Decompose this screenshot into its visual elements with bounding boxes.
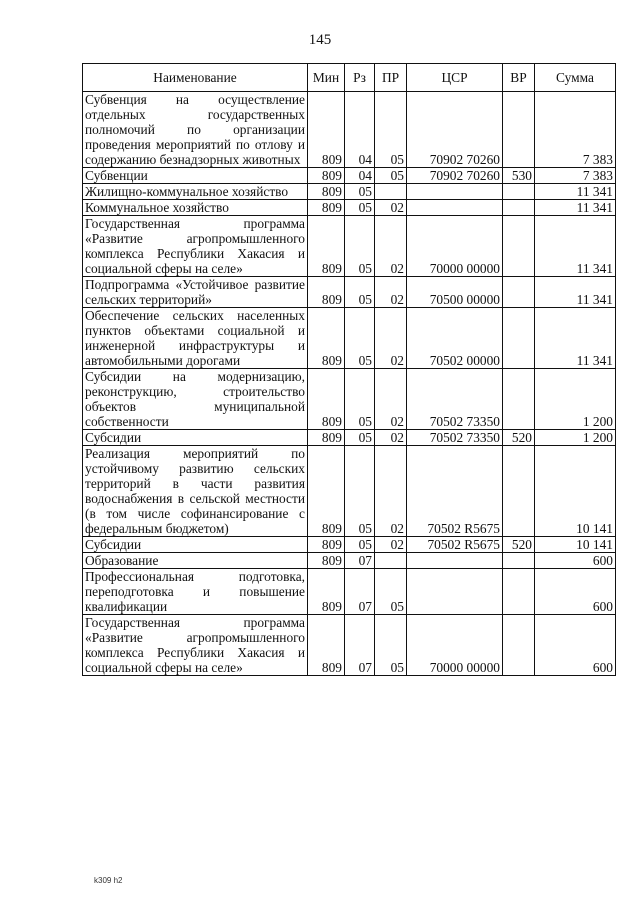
cell-pr: 02 — [375, 200, 407, 216]
cell-pr: 02 — [375, 308, 407, 369]
cell-vr — [503, 92, 535, 168]
cell-csr: 70502 R5675 — [407, 537, 503, 553]
cell-pr: 05 — [375, 569, 407, 615]
cell-name: Государственная программа «Развитие агропромышленного комплекса Республики Хакасия и социальной сферы на селе» — [83, 216, 308, 277]
header-pr: ПР — [375, 64, 407, 92]
cell-sum: 11 341 — [535, 216, 616, 277]
cell-rz: 07 — [345, 569, 375, 615]
header-min: Мин — [308, 64, 345, 92]
cell-vr — [503, 569, 535, 615]
cell-pr: 02 — [375, 216, 407, 277]
cell-vr — [503, 446, 535, 537]
cell-sum: 600 — [535, 553, 616, 569]
table-row — [83, 369, 616, 430]
cell-rz: 05 — [345, 430, 375, 446]
cell-rz: 05 — [345, 369, 375, 430]
cell-csr — [407, 569, 503, 615]
table-body — [83, 92, 616, 676]
cell-name: Обеспечение сельских населенных пунктов объектами социальной и инженерной инфраструктуры и автомобильными дорогами — [83, 308, 308, 369]
cell-rz: 05 — [345, 200, 375, 216]
cell-min: 809 — [308, 277, 345, 308]
cell-csr — [407, 553, 503, 569]
cell-pr: 05 — [375, 168, 407, 184]
footer-code: k309 h2 — [94, 876, 123, 885]
table-row — [83, 216, 616, 277]
cell-sum: 11 341 — [535, 200, 616, 216]
cell-sum: 600 — [535, 615, 616, 676]
table-row — [83, 92, 616, 168]
cell-min: 809 — [308, 446, 345, 537]
header-row — [83, 64, 616, 92]
table-row — [83, 569, 616, 615]
cell-min: 809 — [308, 184, 345, 200]
cell-name: Субвенции — [83, 168, 308, 184]
cell-rz: 05 — [345, 308, 375, 369]
cell-sum: 10 141 — [535, 446, 616, 537]
cell-rz: 05 — [345, 277, 375, 308]
cell-min: 809 — [308, 92, 345, 168]
table-row — [83, 277, 616, 308]
cell-sum: 11 341 — [535, 184, 616, 200]
cell-rz: 05 — [345, 184, 375, 200]
cell-min: 809 — [308, 308, 345, 369]
cell-vr — [503, 200, 535, 216]
cell-sum: 7 383 — [535, 168, 616, 184]
cell-rz: 07 — [345, 615, 375, 676]
cell-vr: 520 — [503, 537, 535, 553]
cell-csr: 70000 00000 — [407, 615, 503, 676]
cell-csr — [407, 200, 503, 216]
cell-name: Субсидии — [83, 537, 308, 553]
cell-min: 809 — [308, 200, 345, 216]
cell-pr: 02 — [375, 277, 407, 308]
cell-name: Реализация мероприятий по устойчивому развитию сельских территорий в части развития водоснабжения в сельской местности (в том числе софинансирование с федеральным бюджетом) — [83, 446, 308, 537]
cell-pr — [375, 184, 407, 200]
cell-name: Субсидии — [83, 430, 308, 446]
cell-vr — [503, 216, 535, 277]
header-vr: ВР — [503, 64, 535, 92]
header-sum: Сумма — [535, 64, 616, 92]
cell-name: Подпрограмма «Устойчивое развитие сельских территорий» — [83, 277, 308, 308]
cell-min: 809 — [308, 569, 345, 615]
header-name: Наименование — [83, 64, 308, 92]
cell-min: 809 — [308, 216, 345, 277]
cell-sum: 7 383 — [535, 92, 616, 168]
table-row — [83, 537, 616, 553]
cell-sum: 10 141 — [535, 537, 616, 553]
cell-min: 809 — [308, 537, 345, 553]
cell-vr: 530 — [503, 168, 535, 184]
cell-name: Жилищно-коммунальное хозяйство — [83, 184, 308, 200]
cell-sum: 600 — [535, 569, 616, 615]
cell-csr: 70502 73350 — [407, 369, 503, 430]
cell-rz: 04 — [345, 168, 375, 184]
cell-sum: 1 200 — [535, 369, 616, 430]
cell-name: Коммунальное хозяйство — [83, 200, 308, 216]
cell-pr: 02 — [375, 537, 407, 553]
cell-csr — [407, 184, 503, 200]
cell-vr — [503, 184, 535, 200]
cell-pr: 02 — [375, 369, 407, 430]
cell-rz: 05 — [345, 216, 375, 277]
page-number: 145 — [308, 32, 332, 48]
cell-csr: 70502 73350 — [407, 430, 503, 446]
cell-min: 809 — [308, 369, 345, 430]
cell-csr: 70902 70260 — [407, 168, 503, 184]
cell-vr — [503, 308, 535, 369]
cell-csr: 70502 R5675 — [407, 446, 503, 537]
cell-pr: 02 — [375, 430, 407, 446]
cell-sum: 11 341 — [535, 277, 616, 308]
cell-rz: 07 — [345, 553, 375, 569]
cell-vr — [503, 277, 535, 308]
cell-pr: 05 — [375, 615, 407, 676]
cell-pr — [375, 553, 407, 569]
cell-name: Государственная программа «Развитие агропромышленного комплекса Республики Хакасия и социальной сферы на селе» — [83, 615, 308, 676]
cell-csr: 70000 00000 — [407, 216, 503, 277]
cell-rz: 05 — [345, 537, 375, 553]
table-row — [83, 446, 616, 537]
cell-name: Профессиональная подготовка, переподготовка и повышение квалификации — [83, 569, 308, 615]
table-row — [83, 615, 616, 676]
cell-csr: 70902 70260 — [407, 92, 503, 168]
cell-rz: 05 — [345, 446, 375, 537]
table-row — [83, 200, 616, 216]
cell-min: 809 — [308, 553, 345, 569]
cell-vr: 520 — [503, 430, 535, 446]
table-row — [83, 184, 616, 200]
header-csr: ЦСР — [407, 64, 503, 92]
cell-sum: 11 341 — [535, 308, 616, 369]
cell-sum: 1 200 — [535, 430, 616, 446]
cell-pr: 02 — [375, 446, 407, 537]
cell-min: 809 — [308, 430, 345, 446]
cell-min: 809 — [308, 168, 345, 184]
budget-table — [82, 63, 616, 676]
cell-name: Субвенция на осуществление отдельных государственных полномочий по организации проведения мероприятий по отлову и содержанию безнадзорных животных — [83, 92, 308, 168]
table-row — [83, 168, 616, 184]
cell-vr — [503, 369, 535, 430]
table-row — [83, 308, 616, 369]
table-row — [83, 430, 616, 446]
cell-name: Образование — [83, 553, 308, 569]
cell-pr: 05 — [375, 92, 407, 168]
cell-min: 809 — [308, 615, 345, 676]
cell-vr — [503, 615, 535, 676]
cell-csr: 70500 00000 — [407, 277, 503, 308]
cell-csr: 70502 00000 — [407, 308, 503, 369]
cell-rz: 04 — [345, 92, 375, 168]
table-row — [83, 553, 616, 569]
cell-name: Субсидии на модернизацию, реконструкцию, строительство объектов муниципальной собственности — [83, 369, 308, 430]
header-rz: Рз — [345, 64, 375, 92]
cell-vr — [503, 553, 535, 569]
